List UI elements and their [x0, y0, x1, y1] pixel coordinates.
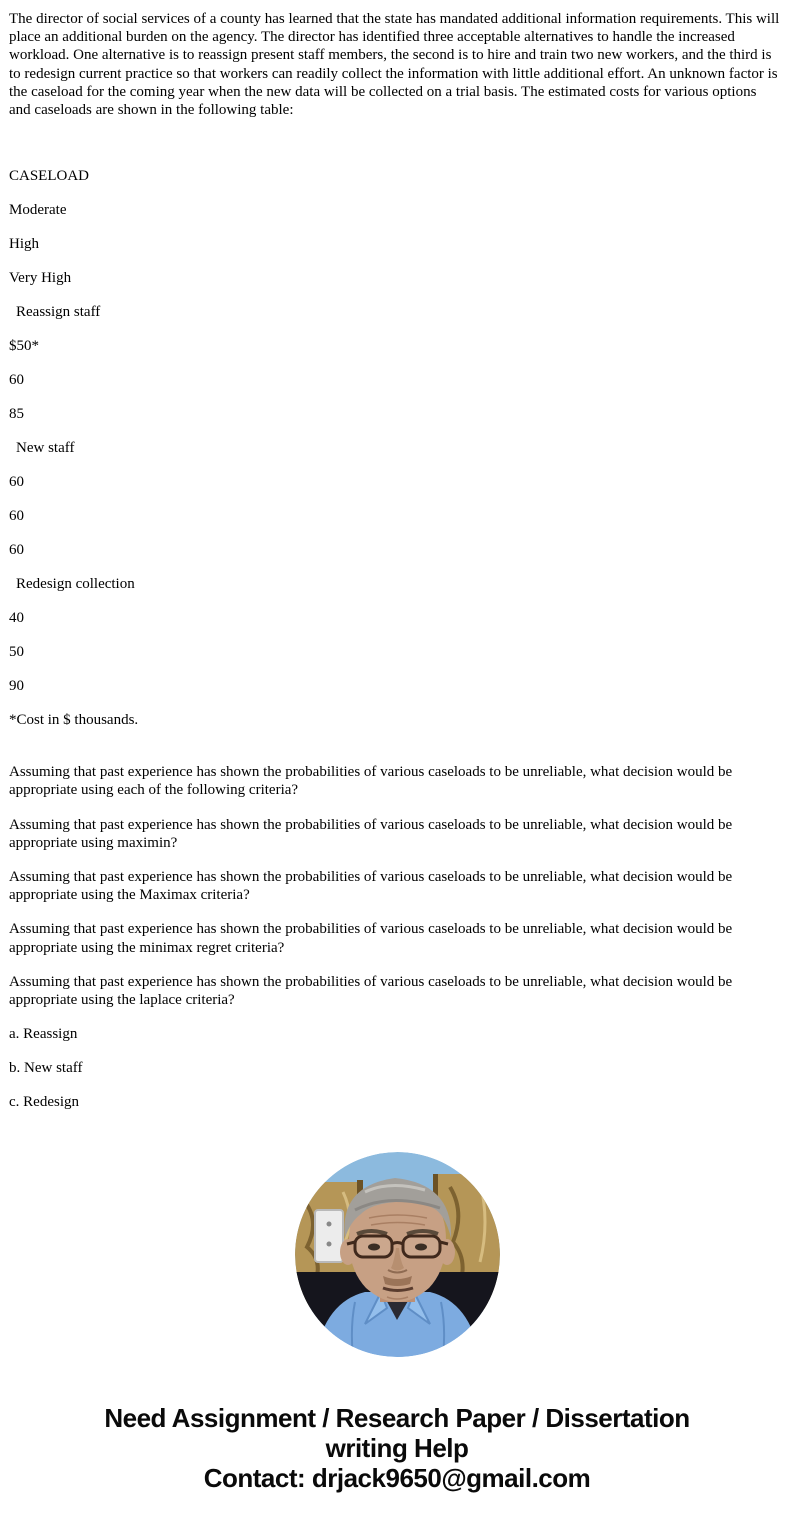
- cost-value-line: 60: [9, 372, 24, 389]
- answer-options-section: [9, 1025, 785, 1112]
- cost-value-line: 90: [9, 678, 24, 695]
- cost-value-line: 60: [9, 474, 24, 491]
- caseload-header-line: CASELOAD: [9, 168, 90, 185]
- caseload-level-line: High: [9, 236, 39, 253]
- caseload-level-line: Very High: [9, 270, 72, 287]
- answer-option-line: b. New staff: [9, 1060, 83, 1077]
- cost-value-line: 40: [9, 610, 24, 627]
- answer-option-line: c. Redesign: [9, 1094, 79, 1111]
- cost-value-line: $50*: [9, 338, 39, 355]
- promo-heading-line: Need Assignment / Research Paper / Dissertation: [104, 1403, 690, 1434]
- question-paragraph: Assuming that past experience has shown the probabilities of various caseloads to be unreliable, what decision would be appropriate using each of the following criteria?: [9, 764, 733, 799]
- cost-value-line: 60: [9, 508, 24, 525]
- footnote-line: *Cost in $ thousands.: [9, 712, 139, 729]
- caseload-level-line: Moderate: [9, 202, 67, 219]
- question-paragraph: Assuming that past experience has shown the probabilities of various caseloads to be unreliable, what decision would be appropriate using maximin?: [9, 816, 733, 851]
- promo-footer: [0, 1403, 794, 1493]
- contact-email-line: Contact: drjack9650@gmail.com: [203, 1463, 591, 1494]
- cost-value-line: 50: [9, 644, 24, 661]
- question-paragraph: Assuming that past experience has shown the probabilities of various caseloads to be unreliable, what decision would be appropriate using the minimax regret criteria?: [9, 921, 733, 956]
- promo-heading-line: writing Help: [325, 1433, 469, 1464]
- option-label-line: New staff: [16, 440, 75, 457]
- cost-value-line: 85: [9, 406, 24, 423]
- caseload-table-list: [9, 167, 785, 730]
- tutor-photo-icon: [295, 1152, 500, 1357]
- questions-section: [9, 763, 785, 1009]
- cost-value-line: 60: [9, 542, 24, 559]
- avatar: [0, 1152, 794, 1357]
- intro-paragraph: The director of social services of a county has learned that the state has mandated additional information requirements. This will place an additional burden on the agency. The director has identified three acceptable alternatives to handle the increased workload. One alternative is to reassign present staff members, the second is to hire and train two new workers, and the third is to redesign current practice so that workers can readily collect the information with little additional effort. An unknown factor is the caseload for the coming year when the new data will be collected on a trial basis. The estimated costs for various options and caseloads are shown in the following table:: [9, 11, 780, 119]
- question-paragraph: Assuming that past experience has shown the probabilities of various caseloads to be unreliable, what decision would be appropriate using the Maximax criteria?: [9, 869, 733, 904]
- option-label-line: Redesign collection: [16, 576, 135, 593]
- question-paragraph: Assuming that past experience has shown the probabilities of various caseloads to be unreliable, what decision would be appropriate using the laplace criteria?: [9, 973, 733, 1009]
- option-label-line: Reassign staff: [16, 304, 101, 321]
- answer-option-line: a. Reassign: [9, 1026, 78, 1043]
